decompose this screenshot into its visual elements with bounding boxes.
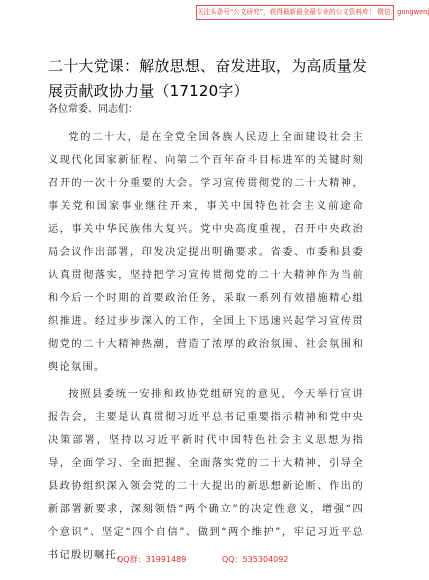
footer [0, 553, 408, 567]
qq-contact: QQ：535304092 [222, 555, 289, 564]
promo-banner: 关注头条号“公文研究”，获得最新最全最专业的公文资料库！ 微信：gongwenj [196, 5, 394, 20]
qq-group-contact: QQ群：31991489 [117, 555, 187, 564]
document-title: 二十大党课：解放思想、奋发进取，为高质量发展贡献政协力量（17120字） [48, 57, 368, 100]
paragraph: 党的二十大，是在全党全国各族人民迈上全面建设社会主义现代化国家新征程、向第二个百年奋斗目标进军的关键时刻召开的一次十分重要的大会。学习宣传贯彻党的二十大精神，事关党和国家事业继往开来，事关中国特色社会主义前途命运，事关中华民族伟大复兴。党中央高度重视，召开中央政治局会议作出部署，印发决定提出明确要求。省委、市委和县委认真贯彻落实，坚持把学习宣传贯彻党的二十大精神作为当前和今后一个时期的首要政治任务，采取一系列有效措施精心组织推进。经过步步深入的工作，全国上下迅速兴起学习宣传贯彻党的二十大精神热潮，营造了浓厚的政治氛围、社会氛围和舆论氛围。 [48, 132, 364, 373]
greeting: 各位常委、同志们： [48, 104, 138, 115]
paragraph: 按照县委统一安排和政协党组研究的意见，今天举行宣讲报告会，主要是认真贯彻习近平总书记重要指示精神和党中央决策部署，坚持以习近平新时代中国特色社会主义思想为指导，全面学习、全面把握、全面落实党的二十大精神，引导全县政协组织深入领会党的二十大提出的新思想新论断、作出的新部署新要求，深刻领悟“两个确立”的决定性意义，增强“四个意识”、坚定“四个自信”、做到“两个维护”，牢记习近平总书记殷切嘱托， [48, 389, 364, 561]
document-body [48, 126, 364, 567]
